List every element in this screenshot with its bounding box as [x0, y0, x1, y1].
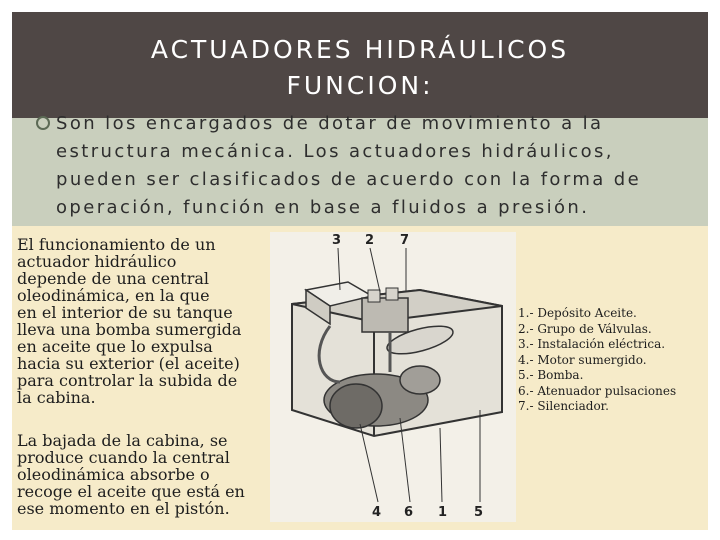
body-line: operación, función en base a fluidos a presión.: [56, 197, 590, 218]
figure-text-line: actuador hidráulico: [17, 252, 177, 271]
body-line: pueden ser clasificados de acuerdo con la forma de: [56, 169, 642, 190]
callout-6: 6: [404, 505, 414, 520]
body-line: estructura mecánica. Los actuadores hidráulicos,: [56, 141, 614, 162]
title-bar: [12, 12, 708, 118]
figure-text-line: la cabina.: [17, 388, 96, 407]
legend-item: 3.- Instalación eléctrica.: [518, 337, 666, 351]
legend-item: 4.- Motor sumergido.: [518, 352, 647, 367]
figure-text-line: para controlar la subida de: [17, 371, 238, 390]
legend-item: 6.- Atenuador pulsaciones: [518, 383, 677, 398]
body-line: Son los encargados de dotar de movimiento a la: [56, 113, 604, 134]
legend-item: 5.- Bomba.: [518, 368, 584, 382]
figure-paragraph-2: [17, 432, 245, 517]
hydraulic-unit-diagram: [270, 232, 516, 522]
callout-7: 7: [400, 233, 410, 248]
body-text: [38, 110, 698, 222]
figure-text-line: en aceite que lo expulsa: [17, 337, 213, 356]
figure-text-line: recoge el aceite que está en: [17, 482, 245, 501]
figure-text-line: lleva una bomba sumergida: [17, 320, 242, 339]
hydraulic-unit-illustration: [270, 232, 516, 522]
legend-item: 7.- Silenciador.: [518, 399, 609, 413]
callout-1: 1: [438, 505, 448, 520]
callout-5: 5: [474, 505, 484, 520]
figure-text-line: produce cuando la central: [17, 448, 230, 467]
figure-text-line: ese momento en el pistón.: [17, 499, 230, 518]
figure-text-line: oleodinámica, en la que: [17, 286, 210, 305]
figure-text-line: hacia su exterior (el aceite): [17, 354, 240, 373]
callout-2: 2: [365, 233, 375, 248]
legend-item: 1.- Depósito Aceite.: [518, 306, 637, 320]
figure-text-line: depende de una central: [17, 269, 210, 288]
figure-text-line: La bajada de la cabina, se: [17, 431, 228, 450]
figure-text-line: en el interior de su tanque: [17, 303, 233, 322]
legend-item: 2.- Grupo de Válvulas.: [518, 321, 652, 336]
slide-title-line-2: FUNCION:: [286, 71, 434, 100]
figure-text-line: El funcionamiento de un: [17, 235, 216, 254]
callout-4: 4: [372, 505, 382, 520]
slide-title-line-1: ACTUADORES HIDRÁULICOS: [150, 35, 570, 64]
figure-paragraph-1: [17, 236, 241, 406]
callout-3: 3: [332, 233, 342, 248]
figure-text-line: oleodinámica absorbe o: [17, 465, 210, 484]
diagram-legend: [518, 306, 676, 415]
